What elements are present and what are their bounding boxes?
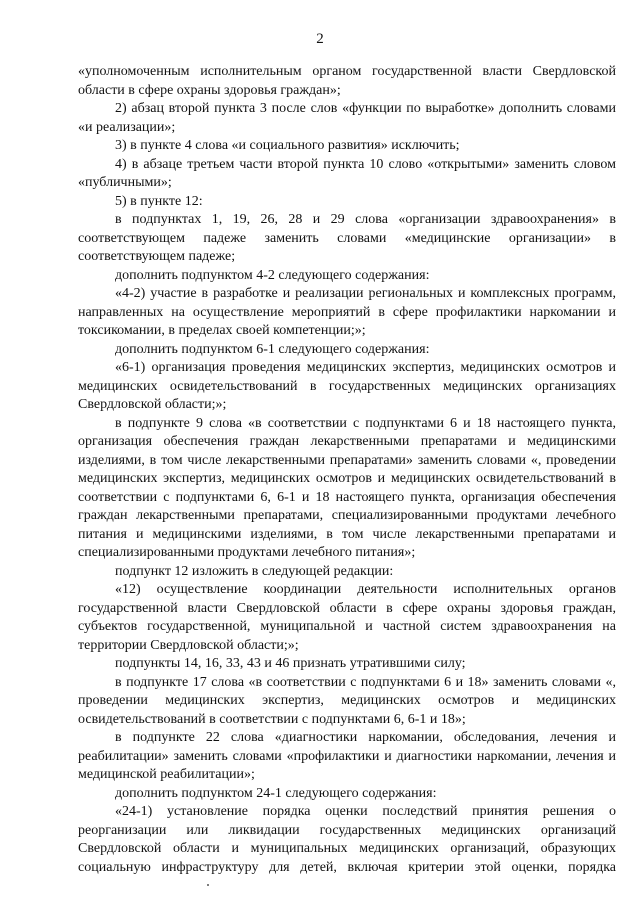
body-paragraph: «4-2) участие в разработке и реализации региональных и комплексных программ, направленных на осуществление мероприятий в сфере профилактики наркомании и токсикомании, в пределах своей компетенции;»; xyxy=(78,286,616,338)
body-paragraph: 4) в абзаце третьем части второй пункта 10 слово «открытыми» заменить словом «публичными»; xyxy=(78,156,616,190)
body-paragraph: «12) осуществление координации деятельности исполнительных органов государственной власти Свердловской области в сфере охраны здоровья граждан, субъектов государственной, муниципальной и частной систем здравоохранения на территории Свердловской области;»; xyxy=(78,582,616,653)
body-paragraph: «24-1) установление порядка оценки последствий принятия решения о реорганизации или ликвидации государственных медицинских организаций Свердловской области и муниципальных медицинских организаций, образующих социальную инфраструктуру для детей, включая критерии этой оценки, порядка xyxy=(78,804,616,875)
scan-speck xyxy=(207,884,209,886)
page-number: 2 xyxy=(316,31,324,47)
body-paragraph: дополнить подпунктом 6-1 следующего содержания: xyxy=(115,341,430,357)
body-paragraph: в подпункте 22 слова «диагностики наркомании, обследования, лечения и реабилитации» заменить словами «профилактики и диагностики наркомании, лечения и медицинской реабилитации»; xyxy=(78,730,616,782)
body-paragraph: подпункты 14, 16, 33, 43 и 46 признать утратившими силу; xyxy=(115,656,466,671)
body-paragraph: подпункт 12 изложить в следующей редакции: xyxy=(115,563,394,579)
body-paragraph: дополнить подпунктом 24-1 следующего содержания: xyxy=(115,785,437,801)
body-paragraph: «уполномоченным исполнительным органом государственной власти Свердловской области в сфере охраны здоровья граждан»; xyxy=(78,64,616,98)
body-paragraph: в подпункте 9 слова «в соответствии с подпунктами 6 и 18 настоящего пункта, организация обеспечения граждан лекарственными препаратами и медицинскими изделиями, в том числе лекарственными препаратами» заменить словами «, проведении медицинских экспертиз, медицинских осмотров и медицинских освидетельствований в соответствии с подпунктами 6, 6-1 и 18 настоящего пункта, организация обеспечения граждан лекарственными препаратами, специализированными продуктами лечебного питания и медицинскими изделиями, в том числе лекарственными препаратами и специализированными продуктами лечебного питания»; xyxy=(78,415,616,560)
body-paragraph: 5) в пункте 12: xyxy=(115,193,203,209)
body-paragraph: 3) в пункте 4 слова «и социального развития» исключить; xyxy=(115,138,460,153)
body-paragraph: 2) абзац второй пункта 3 после слов «функции по выработке» дополнить словами «и реализации»; xyxy=(78,101,616,135)
body-paragraph: дополнить подпунктом 4-2 следующего содержания: xyxy=(115,267,430,283)
document-body xyxy=(78,63,616,877)
body-paragraph: в подпунктах 1, 19, 26, 28 и 29 слова «организации здравоохранения» в соответствующем падеже заменить словами «медицинские организации» в соответствующем падеже; xyxy=(78,212,616,264)
body-paragraph: в подпункте 17 слова «в соответствии с подпунктами 6 и 18» заменить словами «, проведении медицинских экспертиз, медицинских осмотров и медицинских освидетельствований в соответствии с подпунктами 6, 6-1 и 18»; xyxy=(78,674,616,727)
body-paragraph: «6-1) организация проведения медицинских экспертиз, медицинских осмотров и медицинских освидетельствований в государственных медицинских организациях Свердловской области;»; xyxy=(78,360,616,412)
